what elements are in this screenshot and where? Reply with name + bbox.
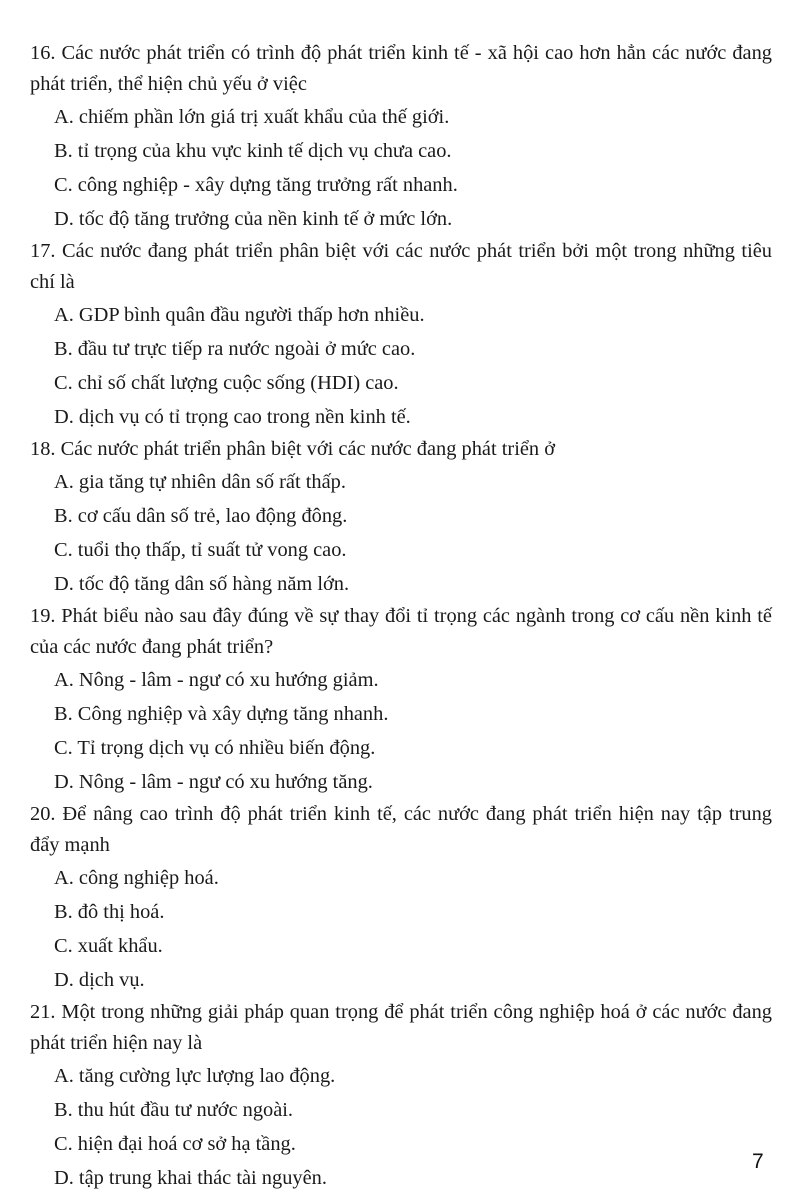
option-a: A. tăng cường lực lượng lao động. <box>54 1065 336 1087</box>
option-a: A. chiếm phần lớn giá trị xuất khẩu của thế giới. <box>54 106 450 128</box>
option-c: C. tuổi thọ thấp, tỉ suất tử vong cao. <box>54 539 347 561</box>
option-d: D. tốc độ tăng trưởng của nền kinh tế ở mức lớn. <box>54 208 453 230</box>
option-d: D. Nông - lâm - ngư có xu hướng tăng. <box>54 771 373 793</box>
question-17 <box>30 236 772 434</box>
page-number: 7 <box>752 1150 764 1173</box>
question-stem: 17. Các nước đang phát triển phân biệt với các nước phát triển bởi một trong những tiêu chí là <box>30 240 772 293</box>
option-d: D. dịch vụ có tỉ trọng cao trong nền kinh tế. <box>54 406 411 428</box>
answer-options <box>30 298 772 434</box>
question-19 <box>30 601 772 799</box>
question-20 <box>30 799 772 997</box>
option-d: D. tập trung khai thác tài nguyên. <box>54 1167 327 1189</box>
option-c: C. chỉ số chất lượng cuộc sống (HDI) cao. <box>54 372 399 394</box>
answer-options <box>30 861 772 997</box>
option-b: B. đầu tư trực tiếp ra nước ngoài ở mức cao. <box>54 338 416 360</box>
question-18 <box>30 434 772 601</box>
option-d: D. tốc độ tăng dân số hàng năm lớn. <box>54 573 350 595</box>
answer-options <box>30 465 772 601</box>
answer-options <box>30 663 772 799</box>
option-c: C. hiện đại hoá cơ sở hạ tầng. <box>54 1133 296 1155</box>
option-b: B. cơ cấu dân số trẻ, lao động đông. <box>54 505 348 527</box>
question-stem: 16. Các nước phát triển có trình độ phát triển kinh tế - xã hội cao hơn hẳn các nước đang phát triển, thể hiện chủ yếu ở việc <box>30 42 772 95</box>
option-b: B. đô thị hoá. <box>54 901 165 923</box>
question-stem: 19. Phát biểu nào sau đây đúng về sự thay đổi tỉ trọng các ngành trong cơ cấu nền kinh tế của các nước đang phát triển? <box>30 605 772 658</box>
option-b: B. tỉ trọng của khu vực kinh tế dịch vụ chưa cao. <box>54 140 452 162</box>
question-stem: 21. Một trong những giải pháp quan trọng để phát triển công nghiệp hoá ở các nước đang phát triển hiện nay là <box>30 1001 772 1054</box>
question-21 <box>30 997 772 1195</box>
option-c: C. công nghiệp - xây dựng tăng trưởng rất nhanh. <box>54 174 458 196</box>
option-a: A. công nghiệp hoá. <box>54 867 219 889</box>
option-a: A. GDP bình quân đầu người thấp hơn nhiều. <box>54 304 425 326</box>
option-c: C. xuất khẩu. <box>54 935 163 957</box>
question-stem: 18. Các nước phát triển phân biệt với các nước đang phát triển ở <box>30 438 555 460</box>
answer-options <box>30 100 772 236</box>
answer-options <box>30 1059 772 1195</box>
question-stem: 20. Để nâng cao trình độ phát triển kinh tế, các nước đang phát triển hiện nay tập trung đẩy mạnh <box>30 803 772 856</box>
question-list <box>30 38 772 1195</box>
option-b: B. thu hút đầu tư nước ngoài. <box>54 1099 294 1121</box>
option-c: C. Tỉ trọng dịch vụ có nhiều biến động. <box>54 737 376 759</box>
option-b: B. Công nghiệp và xây dựng tăng nhanh. <box>54 703 389 725</box>
option-a: A. gia tăng tự nhiên dân số rất thấp. <box>54 471 346 493</box>
option-d: D. dịch vụ. <box>54 969 145 991</box>
question-16 <box>30 38 772 236</box>
option-a: A. Nông - lâm - ngư có xu hướng giảm. <box>54 669 379 691</box>
